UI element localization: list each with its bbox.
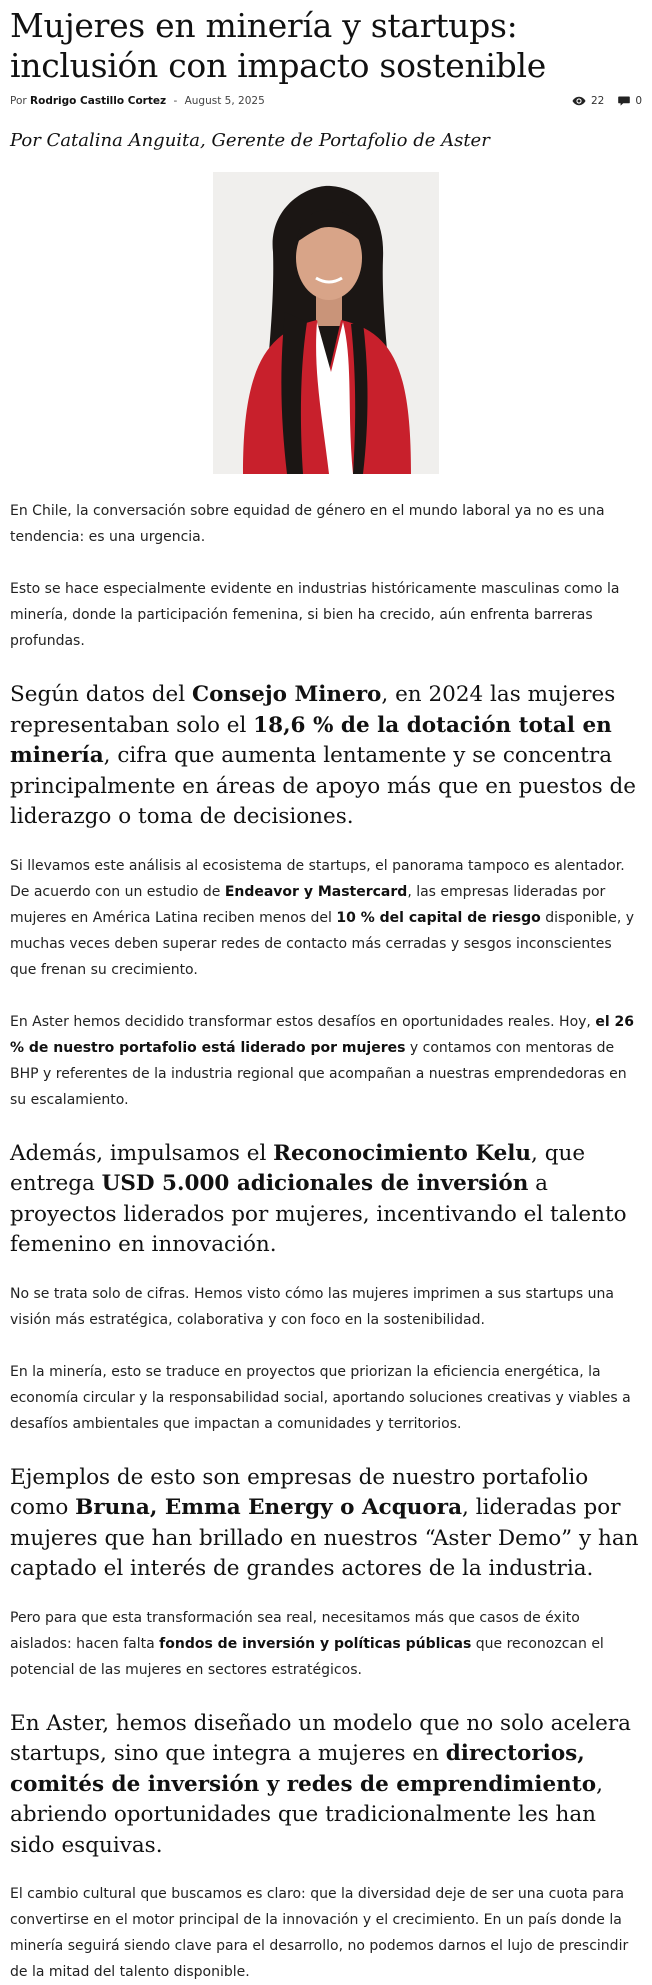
paragraph: En la minería, esto se traduce en proyectos que priorizan la eficiencia energética, la economía circular y la responsabilidad social, aportando soluciones creativas y viables a desafíos ambientales que impactan a comunidades y territorios. [10, 1363, 631, 1432]
views-counter [572, 92, 604, 110]
paragraph: Esto se hace especialmente evidente en industrias históricamente masculinas como la minería, donde la participación femenina, si bien ha crecido, aún enfrenta barreras profundas. [10, 581, 620, 649]
author-link[interactable]: Rodrigo Castillo Cortez [30, 95, 167, 107]
highlight-paragraph: Además, impulsamos el Reconocimiento Kelu, que entrega USD 5.000 adicionales de inversión a proyectos liderados por mujeres, incentivando el talento femenino en innovación. [10, 1140, 627, 1257]
paragraph: En Aster hemos decidido transformar estos desafíos en oportunidades reales. Hoy, el 26 % de nuestro portafolio está liderado por mujeres y contamos con mentoras de BHP y referentes de la industria regional que acompañan a nuestras emprendedoras en su escalamiento. [10, 1013, 634, 1108]
paragraph: Si llevamos este análisis al ecosistema de startups, el panorama tampoco es alentador. De acuerdo con un estudio de Endeavor y Mastercard, las empresas lideradas por mujeres en América Latina reciben menos del 10 % del capital de riesgo disponible, y muchas veces deben superar redes de contacto más cerradas y sesgos inconscientes que frenan su crecimiento. [10, 857, 635, 978]
comments-count: 0 [635, 95, 642, 107]
meta-separator: - [173, 95, 178, 107]
highlight-paragraph: En Aster, hemos diseñado un modelo que no solo acelera startups, sino que integra a mujeres en directorios, comités de inversión y redes de emprendimiento, abriendo oportunidades que tradicionalmente les han sido esquivas. [10, 1710, 631, 1858]
paragraph: No se trata solo de cifras. Hemos visto cómo las mujeres imprimen a sus startups una visión más estratégica, colaborativa y con foco en la sostenibilidad. [10, 1285, 614, 1328]
comments-link[interactable] [618, 92, 642, 110]
paragraph: En Chile, la conversación sobre equidad de género en el mundo laboral ya no es una tendencia: es una urgencia. [10, 503, 605, 545]
paragraph: Pero para que esta transformación sea real, necesitamos más que casos de éxito aislados: hacen falta fondos de inversión y políticas públicas que reconozcan el potencial de las mujeres en sectores estratégicos. [10, 1609, 604, 1678]
views-count: 22 [590, 95, 605, 107]
article-meta [10, 92, 642, 110]
by-prefix: Por [10, 95, 27, 107]
paragraph: El cambio cultural que buscamos es claro: que la diversidad deje de ser una cuota para convertirse en el motor principal de la innovación y el crecimiento. En un país donde la minería seguirá siendo clave para el desarrollo, no podemos darnos el lujo de prescindir de la mitad del talento disponible. [10, 1886, 629, 1980]
publish-date: August 5, 2025 [184, 95, 265, 107]
article-byline: Por Catalina Anguita, Gerente de Portafolio de Aster [10, 130, 490, 151]
comment-icon [618, 96, 630, 106]
highlight-paragraph: Según datos del Consejo Minero, en 2024 las mujeres representaban solo el 18,6 % de la dotación total en minería, cifra que aumenta lentamente y se concentra principalmente en áreas de apoyo más que en puestos de liderazgo o toma de decisiones. [10, 682, 636, 829]
eye-icon [572, 96, 586, 106]
author-portrait [213, 172, 439, 474]
highlight-paragraph: Ejemplos de esto son empresas de nuestro portafolio como Bruna, Emma Energy o Acquora, lideradas por mujeres que han brillado en nuestros “Aster Demo” y han captado el interés de grandes actores de la industria. [10, 1464, 639, 1581]
article-title: Mujeres en minería y startups: inclusión con impacto sostenible [10, 6, 546, 85]
article-stats [572, 92, 642, 110]
